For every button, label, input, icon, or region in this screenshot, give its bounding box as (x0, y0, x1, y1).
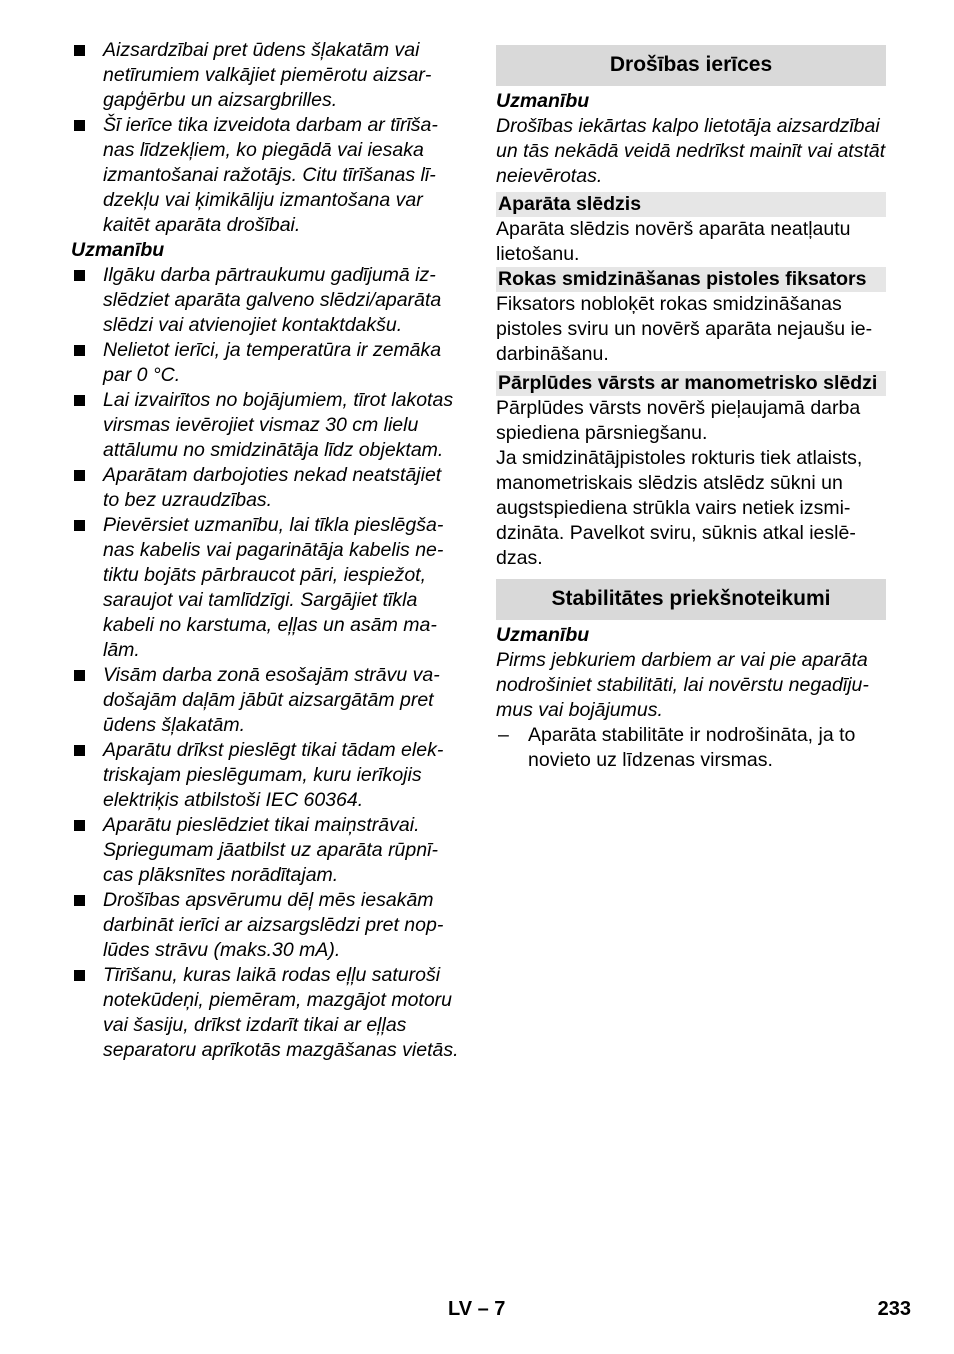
list-item-text: Aparātu pieslēdziet tikai maiņstrāvai. Spriegumam jāatbilst uz aparāta rūpnīcas plāksnītes norādītajam. (103, 814, 438, 886)
section-heading-safety-devices: Drošības ierīces (496, 45, 886, 86)
list-item (71, 663, 461, 738)
list-item (71, 463, 461, 513)
note-label: Uzmanību (71, 239, 165, 261)
list-item-text: Aparātu drīkst pieslēgt tikai tādam elektriskajam pieslēgumam, kuru ierīkojis elektriķis atbilstoši IEC 60364. (103, 739, 444, 811)
left-column (71, 38, 461, 1063)
list-item-text: Aparātam darbojoties nekad neatstājiet to bez uzraudzības. (103, 464, 442, 511)
list-item (71, 738, 461, 813)
note-text: Drošības iekārtas kalpo lietotāja aizsardzībai un tās nekādā veidā nedrīkst mainīt vai atstāt neievērotas. (496, 115, 886, 187)
list-item (71, 113, 461, 238)
list-item (71, 963, 461, 1063)
list-item (71, 513, 461, 663)
list-item (71, 813, 461, 888)
list-item-text: Nelietot ierīci, ja temperatūra ir zemāka par 0 °C. (103, 339, 442, 386)
dash-bullet-icon: – (498, 724, 509, 746)
list-item-text: Drošības apsvērumu dēļ mēs iesakām darbināt ierīci ar aizsargslēdzi pret noplūdes strāvu (maks.30 mA). (103, 889, 444, 961)
list-item-text: Tīrīšanu, kuras laikā rodas eļļu saturoši notekūdeņi, piemēram, mazgājot motoru vai šasiju, drīkst izdarīt tikai ar eļļas separatoru aprīkotās mazgāšanas vietās. (103, 964, 459, 1061)
sub-heading-overflow-valve: Pārplūdes vārsts ar manometrisko slēdzi (496, 371, 886, 396)
square-bullet-icon (74, 270, 85, 281)
square-bullet-icon (74, 820, 85, 831)
note-label: Uzmanību (496, 624, 590, 646)
list-item-text: Lai izvairītos no bojājumiem, tīrot lakotas virsmas ievērojiet vismaz 30 cm lielu attālumu no smidzinātāja līdz objektam. (103, 389, 454, 461)
right-column (496, 45, 886, 773)
square-bullet-icon (74, 470, 85, 481)
list-item-text: Pievērsiet uzmanību, lai tīkla pieslēgšanas kabelis vai pagarinātāja kabelis netiktu bojāts pārbraucot pāri, iespiežot, saraujot vai tamlīdzīgi. Sargājiet tīkla kabeli no karstuma, eļļas un asām malām. (103, 514, 444, 661)
list-item (71, 888, 461, 963)
dash-list-item (496, 723, 886, 773)
paragraph: Fiksators nobloķēt rokas smidzināšanas pistoles sviru un novērš aparāta nejaušu iedarbināšanu. (496, 293, 873, 365)
paragraph: Aparāta slēdzis novērš aparāta neatļautu lietošanu. (496, 218, 851, 265)
list-item (71, 388, 461, 463)
square-bullet-icon (74, 120, 85, 131)
square-bullet-icon (74, 395, 85, 406)
footer-section-label: LV – 7 (448, 1298, 506, 1320)
list-item-text: Aparāta stabilitāte ir nodrošināta, ja to novieto uz līdzenas virsmas. (528, 724, 856, 771)
square-bullet-icon (74, 895, 85, 906)
sub-heading-trigger-gun-lock: Rokas smidzināšanas pistoles fiksators (496, 267, 886, 292)
square-bullet-icon (74, 520, 85, 531)
note-text: Pirms jebkuriem darbiem ar vai pie aparāta nodrošiniet stabilitāti, lai novērstu negadījumus vai bojājumus. (496, 649, 869, 721)
square-bullet-icon (74, 970, 85, 981)
sub-heading-device-switch: Aparāta slēdzis (496, 192, 886, 217)
square-bullet-icon (74, 345, 85, 356)
list-item (71, 338, 461, 388)
square-bullet-icon (74, 745, 85, 756)
section-heading-stability: Stabilitātes priekšnoteikumi (496, 579, 886, 620)
list-item (71, 38, 461, 113)
bullet-list-bottom (71, 263, 461, 1063)
list-item-text: Visām darba zonā esošajām strāvu vadošajām daļām jābūt aizsargātām pret ūdens šļakatām. (103, 664, 440, 736)
bullet-list-top (71, 38, 461, 238)
list-item-text: Ilgāku darba pārtraukumu gadījumā izslēdziet aparāta galveno slēdzi/aparāta slēdzi vai atvienojiet kontaktdakšu. (103, 264, 442, 336)
note-label: Uzmanību (496, 90, 590, 112)
square-bullet-icon (74, 670, 85, 681)
list-item (71, 263, 461, 338)
square-bullet-icon (74, 45, 85, 56)
page-number: 233 (877, 1298, 911, 1320)
list-item-text: Šī ierīce tika izveidota darbam ar tīrīšanas līdzekļiem, ko piegādā vai iesaka izmantošanai ražotājs. Citu tīrīšanas līdzekļu vai ķimikāliju izmantošana var kaitēt aparāta drošībai. (103, 114, 438, 236)
paragraph: Pārplūdes vārsts novērš pieļaujamā darba spiediena pārsniegšanu. (496, 397, 861, 444)
paragraph: Ja smidzinātājpistoles rokturis tiek atlaists, manometriskais slēdzis atslēdz sūkni un augstspiediena strūkla vairs netiek izsmidzināta. Pavelkot sviru, sūknis atkal ieslēdzas. (496, 447, 863, 569)
list-item-text: Aizsardzībai pret ūdens šļakatām vai netīrumiem valkājiet piemērotu aizsargapģērbu un aizsargbrilles. (103, 39, 432, 111)
